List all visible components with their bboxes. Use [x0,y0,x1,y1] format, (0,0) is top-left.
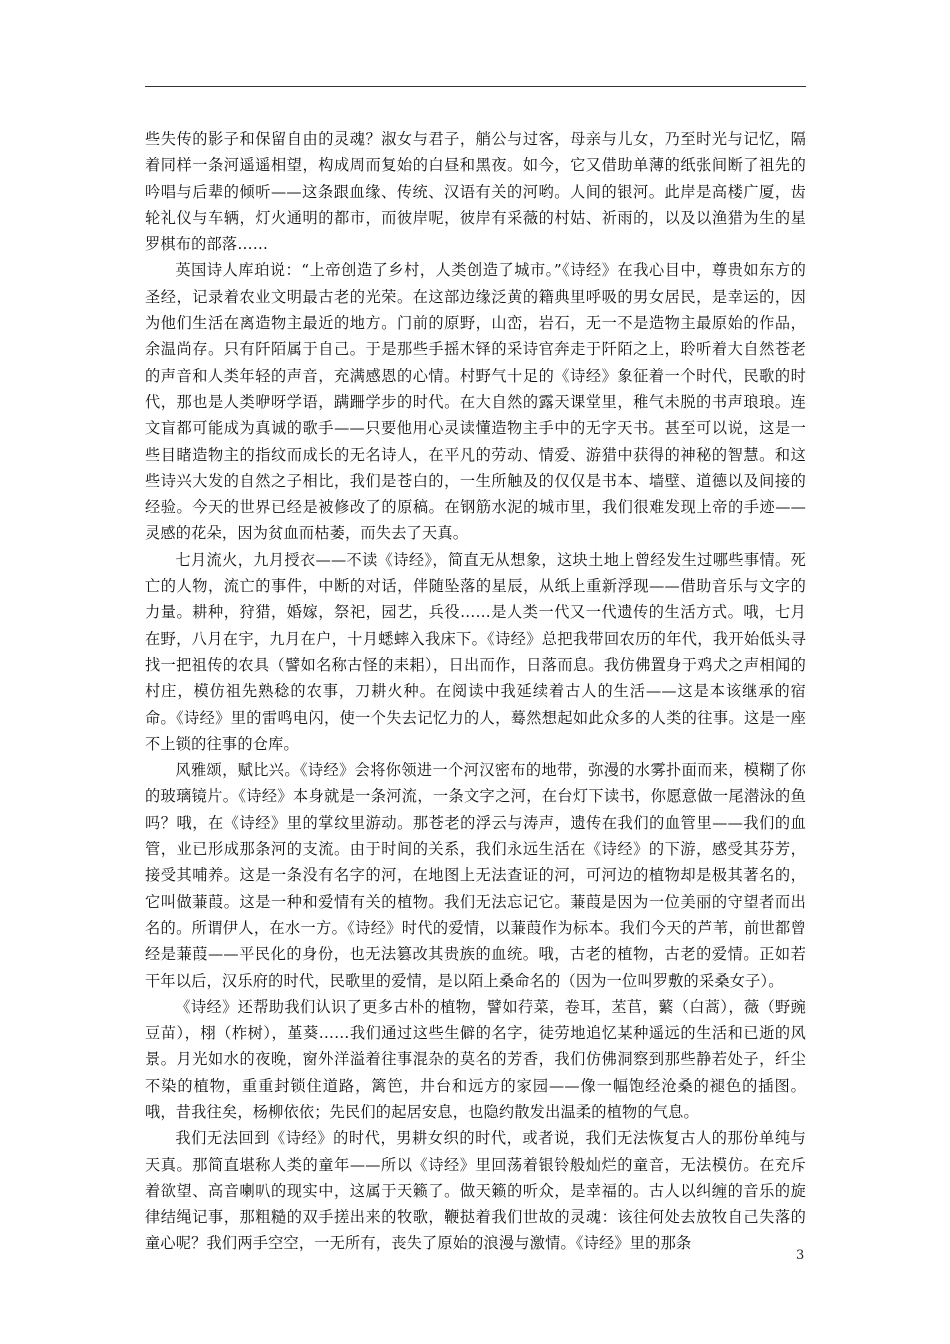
paragraph: 七月流火，九月授衣——不读《诗经》，简直无从想象，这块土地上曾经发生过哪些事情。死亡的人物，流亡的事件，中断的对话，伴随坠落的星辰，从纸上重新浮现——借助音乐与文字的力量。耕种，狩猎，婚嫁，祭祀，园艺，兵役……是人类一代又一代遗传的生活方式。哦，七月在野，八月在宇，九月在户，十月蟋蟀入我床下。《诗经》总把我带回农历的年代，我开始低头寻找一把祖传的农具（譬如名称古怪的耒耜），日出而作，日落而息。我仿佛置身于鸡犬之声相闻的村庄，模仿祖先熟稔的农事，刀耕火种。在阅读中我延续着古人的生活——这是本该继承的宿命。《诗经》里的雷鸣电闪，使一个失去记忆力的人，蓦然想起如此众多的人类的往事。这是一座不上锁的往事的仓库。 [145,550,806,753]
page-number: 3 [796,1248,805,1263]
body-text [145,126,806,1257]
paragraph: 风雅颂，赋比兴。《诗经》会将你领进一个河汉密布的地带，弥漫的水雾扑面而来，模糊了你的玻璃镜片。《诗经》本身就是一条河流，一条文字之河，在台灯下读书，你愿意做一尾潜泳的鱼吗？哦，在《诗经》里的掌纹里游动。那苍老的浮云与涛声，遗传在我们的血管里——我们的血管，业已形成那条河的支流。由于时间的关系，我们永远生活在《诗经》的下游，感受其芬芳，接受其哺养。这是一条没有名字的河，在地图上无法查证的河，可河边的植物却是极其著名的，它叫做蒹葭。这是一种和爱情有关的植物。我们无法忘记它。蒹葭是因为一位美丽的守望者而出名的。所谓伊人，在水一方。《诗经》时代的爱情，以蒹葭作为标本。我们今天的芦苇，前世都曾经是蒹葭——平民化的身份，也无法篡改其贵族的血统。哦，古老的植物，古老的爱情。正如若干年以后，汉乐府的时代，民歌里的爱情，是以陌上桑命名的（因为一位叫罗敷的采桑女子）。 [145,761,806,990]
paragraph: 些失传的影子和保留自由的灵魂？淑女与君子，艄公与过客，母亲与儿女，乃至时光与记忆，隔着同样一条河遥遥相望，构成周而复始的白昼和黑夜。如今，它又借助单薄的纸张间断了祖先的吟唱与后辈的倾听——这条跟血缘、传统、汉语有关的河哟。人间的银河。此岸是高楼广厦，齿轮礼仪与车辆，灯火通明的都市，而彼岸呢，彼岸有采薇的村姑、祈雨的，以及以渔猎为生的星罗棋布的部落…… [145,130,806,254]
header-rule [145,86,806,87]
paragraph: 英国诗人库珀说：“上帝创造了乡村，人类创造了城市。”《诗经》在我心目中，尊贵如东方的圣经，记录着农业文明最古老的光荣。在这部边缘泛黄的籍典里呼吸的男女居民，是幸运的，因为他们生活在离造物主最近的地方。门前的原野，山峦，岩石，无一不是造物主最原始的作品，余温尚存。只有阡陌属于自己。于是那些手摇木铎的采诗官奔走于阡陌之上，聆听着大自然苍老的声音和人类年轻的声音，充满感恩的心情。村野气十足的《诗经》象征着一个时代，民歌的时代，那也是人类咿呀学语，蹒跚学步的时代。在大自然的露天课堂里，稚气未脱的书声琅琅。连文盲都可能成为真诚的歌手——只要他用心灵读懂造物主手中的无字天书。甚至可以说，这是一些目睹造物主的指纹而成长的无名诗人，在平凡的劳动、情爱、游猎中获得的神秘的智慧。和这些诗兴大发的自然之子相比，我们是苍白的，一生所触及的仅仅是书本、墙壁、道德以及间接的经验。今天的世界已经是被修改了的原稿。在钢筋水泥的城市里，我们很难发现上帝的手迹——灵感的花朵，因为贫血而枯萎，而失去了天真。 [145,261,806,543]
paragraph: 我们无法回到《诗经》的时代，男耕女织的时代，或者说，我们无法恢复古人的那份单纯与天真。那简直堪称人类的童年——所以《诗经》里回荡着银铃般灿烂的童音，无法模仿。在充斥着欲望、高音喇叭的现实中，这属于天籁了。做天籁的听众，是幸福的。古人以纠缠的音乐的旋律结绳记事，那粗糙的双手搓出来的牧歌，鞭挞着我们世故的灵魂：该往何处去放牧自己失落的童心呢？我们两手空空，一无所有，丧失了原始的浪漫与激情。《诗经》里的那条 [145,1129,806,1253]
paragraph: 《诗经》还帮助我们认识了更多古朴的植物，譬如荇菜，卷耳，苤苢，蘩（白蒿），薇（野豌豆苗），栩（柞树），堇葵……我们通过这些生僻的名字，徒劳地追忆某种遥远的生活和已逝的风景。月光如水的夜晚，窗外洋溢着往事混杂的莫名的芳香，我们仿佛洞察到那些静若处子，纤尘不染的植物，重重封锁住道路，篱笆，井台和远方的家园——像一幅饱经沧桑的褪色的插图。哦，昔我往矣，杨柳依依；先民们的起居安息，也隐约散发出温柔的植物的气息。 [145,997,806,1121]
